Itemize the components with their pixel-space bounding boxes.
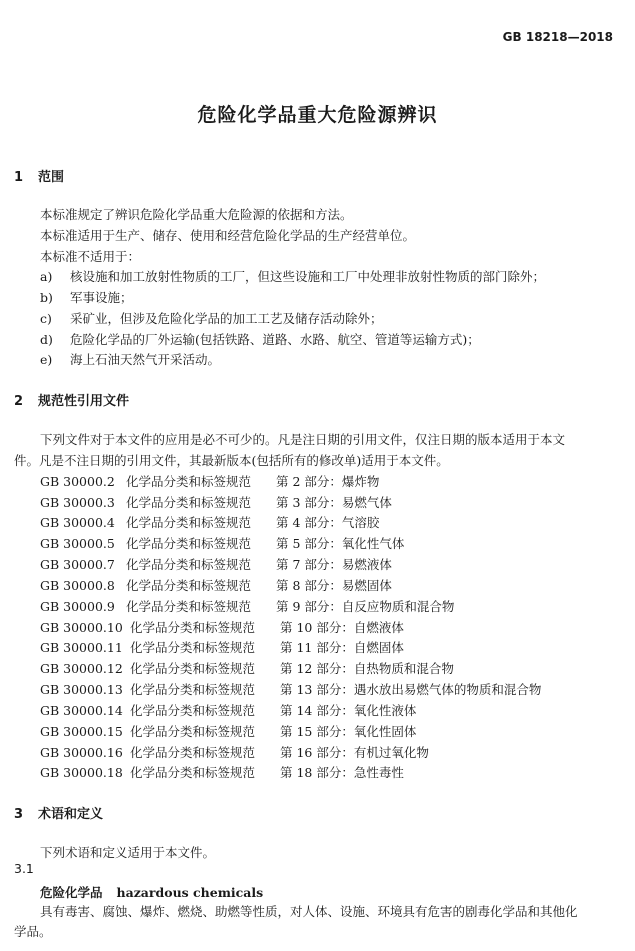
reference-item — [40, 493, 392, 511]
reference-code: GB 30000.8 — [40, 578, 115, 593]
reference-part: 第 8 部分：易燃固体 — [276, 578, 392, 593]
reference-title: 化学品分类和标签规范 — [126, 495, 252, 510]
reference-title: 化学品分类和标签规范 — [126, 474, 252, 489]
section-number: 2 — [14, 394, 24, 409]
paragraph: 本标准规定了辨识危险化学品重大危险源的依据和方法。 — [40, 207, 353, 222]
reference-item — [40, 638, 404, 656]
reference-code: GB 30000.14 — [40, 703, 123, 718]
term-heading — [40, 882, 263, 901]
reference-title: 化学品分类和标签规范 — [130, 620, 256, 635]
reference-title: 化学品分类和标签规范 — [126, 599, 252, 614]
reference-part: 第 16 部分：有机过氧化物 — [280, 745, 429, 760]
reference-part: 第 14 部分：氧化性液体 — [280, 703, 417, 718]
paragraph: 本标准适用于生产、储存、使用和经营危险化学品的生产经营单位。 — [40, 228, 416, 243]
reference-item — [40, 472, 379, 490]
reference-item — [40, 680, 541, 698]
reference-title: 化学品分类和标签规范 — [130, 640, 256, 655]
reference-part: 第 2 部分：爆炸物 — [276, 474, 380, 489]
reference-part: 第 15 部分：氧化性固体 — [280, 724, 417, 739]
paragraph: 本标准不适用于： — [40, 249, 141, 264]
reference-item — [40, 763, 404, 781]
reference-title: 化学品分类和标签规范 — [130, 724, 256, 739]
reference-part: 第 12 部分：自热物质和混合物 — [280, 661, 454, 676]
section-title: 范围 — [38, 170, 65, 185]
reference-part: 第 7 部分：易燃液体 — [276, 557, 392, 572]
section-title: 规范性引用文件 — [38, 394, 130, 409]
reference-part: 第 4 部分：气溶胶 — [276, 515, 380, 530]
reference-code: GB 30000.5 — [40, 536, 115, 551]
list-item — [40, 350, 220, 368]
reference-part: 第 3 部分：易燃气体 — [276, 495, 392, 510]
section-number: 3 — [14, 807, 24, 822]
reference-item — [40, 618, 404, 636]
list-label: e) — [40, 352, 53, 367]
reference-item — [40, 722, 416, 740]
reference-code: GB 30000.4 — [40, 515, 115, 530]
list-label: b) — [40, 290, 53, 305]
reference-code: GB 30000.7 — [40, 557, 115, 572]
reference-code: GB 30000.3 — [40, 495, 115, 510]
reference-item — [40, 576, 392, 594]
reference-item — [40, 534, 404, 552]
list-label: d) — [40, 332, 53, 347]
list-text: 军事设施； — [70, 290, 133, 305]
standard-code: GB 18218—2018 — [502, 30, 613, 44]
reference-code: GB 30000.9 — [40, 599, 115, 614]
reference-title: 化学品分类和标签规范 — [130, 661, 256, 676]
list-item — [40, 267, 545, 285]
reference-code: GB 30000.10 — [40, 620, 123, 635]
reference-part: 第 10 部分：自燃液体 — [280, 620, 404, 635]
reference-title: 化学品分类和标签规范 — [130, 682, 256, 697]
list-text: 采矿业，但涉及危险化学品的加工工艺及储存活动除外； — [70, 311, 383, 326]
reference-item — [40, 659, 454, 677]
term-chinese: 危险化学品 — [40, 885, 103, 900]
list-item — [40, 288, 133, 306]
term-number: 3.1 — [14, 861, 34, 876]
paragraph: 下列术语和定义适用于本文件。 — [40, 845, 216, 860]
list-text: 危险化学品的厂外运输(包括铁路、道路、水路、航空、管道等运输方式)； — [70, 332, 480, 347]
reference-title: 化学品分类和标签规范 — [126, 557, 252, 572]
reference-part: 第 9 部分：自反应物质和混合物 — [276, 599, 455, 614]
reference-part: 第 11 部分：自燃固体 — [280, 640, 404, 655]
term-english: hazardous chemicals — [116, 885, 264, 900]
paragraph: 下列文件对于本文件的应用是必不可少的。凡是注日期的引用文件，仅注日期的版本适用于本文 — [40, 432, 566, 447]
section-1-heading — [14, 166, 64, 185]
reference-code: GB 30000.16 — [40, 745, 123, 760]
reference-item — [40, 597, 454, 615]
definition-text: 学品。 — [14, 924, 52, 939]
list-item — [40, 309, 383, 327]
reference-item — [40, 743, 429, 761]
reference-title: 化学品分类和标签规范 — [130, 765, 256, 780]
list-label: c) — [40, 311, 52, 326]
reference-code: GB 30000.11 — [40, 640, 123, 655]
list-label: a) — [40, 269, 53, 284]
definition-text: 具有毒害、腐蚀、爆炸、燃烧、助燃等性质，对人体、设施、环境具有危害的剧毒化学品和其他化 — [40, 904, 578, 919]
reference-code: GB 30000.18 — [40, 765, 123, 780]
list-text: 核设施和加工放射性物质的工厂，但这些设施和工厂中处理非放射性物质的部门除外； — [70, 269, 546, 284]
list-text: 海上石油天然气开采活动。 — [70, 352, 221, 367]
section-number: 1 — [14, 170, 24, 185]
reference-title: 化学品分类和标签规范 — [130, 745, 256, 760]
reference-title: 化学品分类和标签规范 — [126, 578, 252, 593]
reference-title: 化学品分类和标签规范 — [130, 703, 256, 718]
paragraph: 件。凡是不注日期的引用文件，其最新版本(包括所有的修改单)适用于本文件。 — [14, 453, 449, 468]
reference-item — [40, 555, 392, 573]
reference-part: 第 5 部分：氧化性气体 — [276, 536, 405, 551]
reference-title: 化学品分类和标签规范 — [126, 515, 252, 530]
reference-code: GB 30000.15 — [40, 724, 123, 739]
section-title: 术语和定义 — [38, 807, 104, 822]
reference-part: 第 18 部分：急性毒性 — [280, 765, 404, 780]
reference-code: GB 30000.2 — [40, 474, 115, 489]
reference-item — [40, 513, 379, 531]
reference-code: GB 30000.13 — [40, 682, 123, 697]
section-3-heading — [14, 803, 103, 822]
document-title: 危险化学品重大危险源辨识 — [197, 104, 438, 126]
reference-item — [40, 701, 416, 719]
section-2-heading — [14, 390, 129, 409]
reference-part: 第 13 部分：遇水放出易燃气体的物质和混合物 — [280, 682, 542, 697]
reference-code: GB 30000.12 — [40, 661, 123, 676]
list-item — [40, 330, 480, 348]
reference-title: 化学品分类和标签规范 — [126, 536, 252, 551]
